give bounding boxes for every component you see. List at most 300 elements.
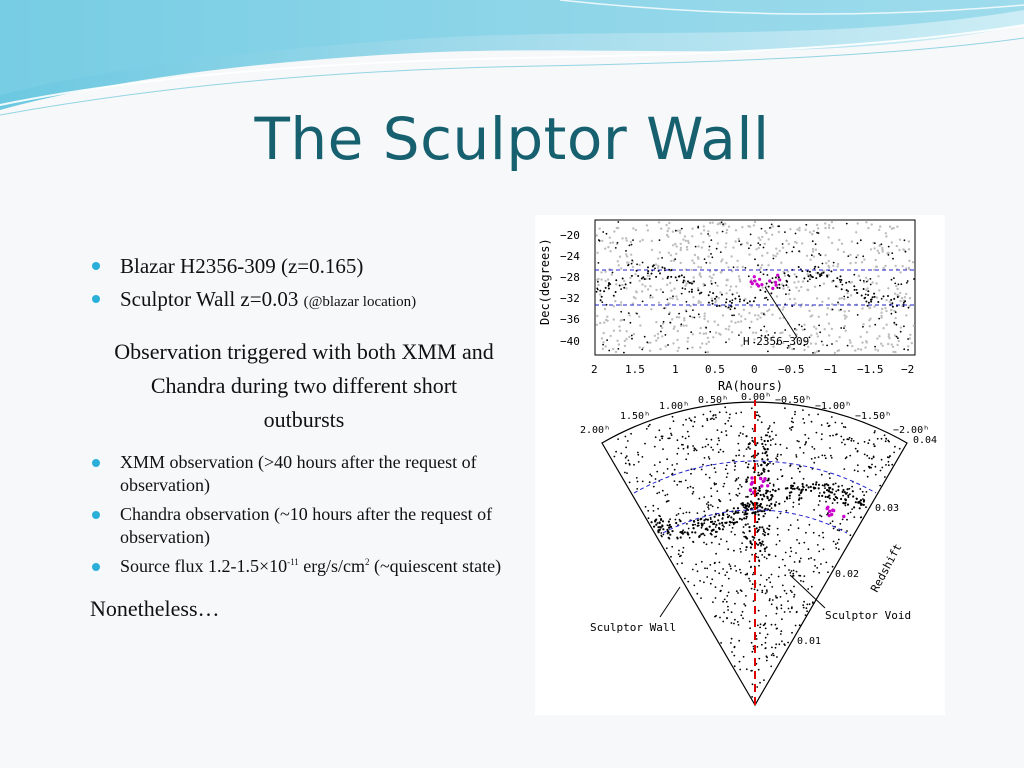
survey-point	[630, 322, 632, 324]
survey-point	[617, 260, 619, 262]
galaxy-point	[648, 517, 650, 519]
galaxy-point	[625, 447, 627, 449]
galaxy-point	[727, 516, 729, 518]
survey-point	[809, 259, 811, 261]
survey-point	[632, 227, 634, 229]
galaxy-point	[655, 519, 657, 521]
galaxy-point	[808, 486, 810, 488]
survey-point	[709, 275, 711, 277]
galaxy-point	[864, 441, 866, 443]
galaxy-point	[745, 435, 747, 437]
galaxy-point	[732, 527, 734, 529]
survey-point	[788, 243, 790, 245]
survey-point	[670, 254, 672, 256]
survey-point	[630, 241, 632, 243]
galaxy-point	[731, 622, 733, 624]
galaxy-point	[751, 588, 753, 590]
survey-point	[856, 292, 858, 294]
galaxy-point	[738, 449, 740, 451]
galaxy-point	[851, 508, 853, 510]
galaxy-point	[714, 484, 716, 486]
galaxy-point	[777, 517, 779, 519]
galaxy-point	[794, 414, 796, 416]
survey-point	[810, 342, 812, 344]
galaxy-point	[711, 521, 713, 523]
survey-point	[759, 289, 761, 291]
survey-point	[700, 327, 702, 329]
survey-point	[777, 225, 779, 227]
survey-point	[786, 252, 788, 254]
galaxy-point	[717, 444, 719, 446]
galaxy-point	[734, 465, 736, 467]
survey-point	[615, 279, 617, 281]
galaxy-point	[715, 471, 717, 473]
survey-point	[691, 259, 693, 261]
galaxy-point	[647, 510, 649, 512]
galaxy-point	[814, 487, 816, 489]
survey-point	[663, 321, 665, 323]
survey-point	[841, 288, 843, 290]
galaxy-point	[776, 608, 778, 610]
galaxy-point	[758, 518, 760, 520]
survey-point	[625, 253, 627, 255]
survey-point	[649, 285, 651, 287]
survey-point	[755, 248, 757, 250]
galaxy-point	[764, 452, 766, 454]
galaxy-point	[694, 531, 696, 533]
survey-point	[687, 337, 689, 339]
survey-point	[865, 221, 867, 223]
survey-point	[893, 322, 895, 324]
galaxy-point	[682, 444, 684, 446]
galaxy-point	[715, 536, 717, 538]
galaxy-point	[765, 508, 767, 510]
galaxy-point	[773, 485, 775, 487]
survey-point	[813, 255, 815, 257]
survey-point	[691, 346, 693, 348]
survey-point	[725, 232, 727, 234]
survey-point	[796, 276, 798, 278]
survey-point	[623, 287, 625, 289]
galaxy-point	[823, 548, 825, 550]
galaxy-point	[761, 421, 763, 423]
survey-point	[779, 332, 781, 334]
survey-point	[662, 291, 664, 293]
galaxy-point	[700, 597, 702, 599]
galaxy-point	[810, 557, 812, 559]
galaxy-point	[751, 437, 753, 439]
survey-point	[608, 285, 610, 287]
survey-point	[875, 259, 877, 261]
galaxy-point	[823, 485, 825, 487]
survey-point	[675, 295, 677, 297]
galaxy-point	[747, 446, 749, 448]
survey-point	[605, 345, 607, 347]
galaxy-point	[790, 487, 792, 489]
survey-point	[814, 266, 816, 268]
survey-point	[712, 303, 714, 305]
survey-point	[657, 333, 659, 335]
galaxy-point	[784, 611, 786, 613]
galaxy-point	[874, 430, 876, 432]
galaxy-point	[720, 590, 722, 592]
survey-point	[601, 240, 603, 242]
galaxy-point	[625, 463, 627, 465]
survey-point	[609, 283, 611, 285]
galaxy-point	[837, 529, 839, 531]
galaxy-point	[778, 488, 780, 490]
survey-point	[686, 311, 688, 313]
galaxy-point	[757, 625, 759, 627]
bullet-sculptor-wall: Sculptor Wall z=0.03 (@blazar location)	[90, 283, 510, 319]
blazar-region-point	[842, 515, 845, 518]
galaxy-point	[766, 546, 768, 548]
galaxy-point	[873, 456, 875, 458]
galaxy-point	[759, 542, 761, 544]
galaxy-point	[785, 510, 787, 512]
survey-point	[658, 221, 660, 223]
galaxy-point	[767, 634, 769, 636]
survey-point	[667, 276, 669, 278]
galaxy-point	[743, 603, 745, 605]
galaxy-point	[657, 508, 659, 510]
galaxy-point	[694, 416, 696, 418]
survey-point	[818, 253, 820, 255]
survey-point	[686, 248, 688, 250]
survey-point	[678, 275, 680, 277]
survey-point	[601, 296, 603, 298]
galaxy-point	[798, 494, 800, 496]
survey-point	[634, 273, 636, 275]
survey-point	[794, 328, 796, 330]
survey-point	[859, 279, 861, 281]
galaxy-point	[784, 574, 786, 576]
survey-point	[885, 310, 887, 312]
survey-point	[708, 341, 710, 343]
galaxy-point	[693, 447, 695, 449]
survey-point	[623, 352, 625, 354]
galaxy-point	[765, 647, 767, 649]
galaxy-point	[793, 482, 795, 484]
galaxy-point	[706, 503, 708, 505]
galaxy-point	[750, 546, 752, 548]
survey-point	[647, 272, 649, 274]
survey-point	[660, 331, 662, 333]
survey-point	[599, 228, 601, 230]
survey-point	[687, 280, 689, 282]
survey-point	[857, 314, 859, 316]
galaxy-point	[702, 533, 704, 535]
galaxy-point	[860, 504, 862, 506]
galaxy-point	[667, 524, 669, 526]
galaxy-point	[764, 534, 766, 536]
galaxy-point	[664, 495, 666, 497]
survey-point	[902, 265, 904, 267]
survey-point	[676, 230, 678, 232]
survey-point	[657, 337, 659, 339]
galaxy-point	[790, 590, 792, 592]
galaxy-point	[715, 553, 717, 555]
survey-point	[782, 247, 784, 249]
galaxy-point	[766, 591, 768, 593]
galaxy-point	[831, 457, 833, 459]
survey-point	[718, 305, 720, 307]
galaxy-point	[630, 433, 632, 435]
galaxy-point	[704, 567, 706, 569]
galaxy-point	[833, 493, 835, 495]
galaxy-point	[826, 483, 828, 485]
galaxy-point	[711, 578, 713, 580]
survey-point	[761, 264, 763, 266]
galaxy-point	[702, 425, 704, 427]
survey-point	[673, 328, 675, 330]
survey-point	[617, 348, 619, 350]
galaxy-point	[760, 623, 762, 625]
survey-point	[809, 271, 811, 273]
galaxy-point	[791, 477, 793, 479]
survey-point	[707, 233, 709, 235]
survey-point	[709, 291, 711, 293]
survey-point	[907, 349, 909, 351]
galaxy-point	[777, 455, 779, 457]
galaxy-point	[805, 489, 807, 491]
galaxy-point	[775, 624, 777, 626]
survey-point	[803, 324, 805, 326]
survey-point	[641, 349, 643, 351]
galaxy-point	[806, 607, 808, 609]
galaxy-point	[757, 492, 759, 494]
survey-point	[668, 252, 670, 254]
galaxy-point	[719, 617, 721, 619]
xtick: 2	[591, 363, 598, 376]
survey-point	[823, 283, 825, 285]
survey-point	[725, 284, 727, 286]
survey-point	[680, 249, 682, 251]
survey-point	[701, 342, 703, 344]
galaxy-point	[775, 595, 777, 597]
galaxy-point	[755, 511, 757, 513]
galaxy-point	[723, 612, 725, 614]
redshift-axis-label: Redshift	[868, 541, 905, 595]
survey-point	[653, 264, 655, 266]
galaxy-point	[741, 518, 743, 520]
galaxy-point	[724, 423, 726, 425]
closing-text: Nonetheless…	[90, 596, 220, 621]
galaxy-point	[742, 611, 744, 613]
galaxy-point	[749, 627, 751, 629]
galaxy-point	[737, 443, 739, 445]
survey-point	[646, 224, 648, 226]
survey-point	[835, 285, 837, 287]
galaxy-point	[742, 511, 744, 513]
galaxy-point	[752, 428, 754, 430]
galaxy-point	[891, 464, 893, 466]
survey-point	[888, 254, 890, 256]
ra-label: 0.50ʰ	[698, 395, 729, 406]
galaxy-point	[879, 485, 881, 487]
survey-point	[815, 243, 817, 245]
galaxy-point	[637, 454, 639, 456]
galaxy-point	[678, 448, 680, 450]
galaxy-point	[737, 488, 739, 490]
survey-point	[631, 275, 633, 277]
galaxy-point	[727, 514, 729, 516]
survey-point	[772, 277, 774, 279]
galaxy-point	[803, 452, 805, 454]
survey-point	[672, 342, 674, 344]
survey-point	[650, 295, 652, 297]
survey-point	[644, 278, 646, 280]
galaxy-point	[719, 528, 721, 530]
galaxy-point	[822, 484, 824, 486]
galaxy-point	[715, 524, 717, 526]
galaxy-point	[850, 534, 852, 536]
galaxy-point	[703, 496, 705, 498]
galaxy-point	[715, 586, 717, 588]
galaxy-point	[636, 488, 638, 490]
survey-point	[659, 348, 661, 350]
survey-point	[661, 266, 663, 268]
slide-title: The Sculptor Wall	[254, 105, 770, 173]
survey-point	[702, 241, 704, 243]
survey-point	[728, 338, 730, 340]
galaxy-point	[681, 562, 683, 564]
galaxy-point	[666, 458, 668, 460]
galaxy-point	[767, 479, 769, 481]
survey-point	[883, 295, 885, 297]
galaxy-point	[687, 431, 689, 433]
galaxy-point	[835, 543, 837, 545]
galaxy-point	[749, 448, 751, 450]
galaxy-point	[718, 543, 720, 545]
galaxy-point	[757, 544, 759, 546]
survey-point	[603, 290, 605, 292]
survey-point	[709, 222, 711, 224]
galaxy-point	[770, 503, 772, 505]
galaxy-point	[770, 439, 772, 441]
galaxy-point	[790, 491, 792, 493]
galaxy-point	[764, 513, 766, 515]
galaxy-point	[828, 495, 830, 497]
survey-point	[650, 308, 652, 310]
blazar-region-point	[766, 484, 769, 487]
galaxy-point	[857, 443, 859, 445]
galaxy-point	[860, 516, 862, 518]
galaxy-point	[793, 596, 795, 598]
survey-point	[698, 313, 700, 315]
galaxy-point	[691, 531, 693, 533]
survey-point	[793, 246, 795, 248]
survey-point	[909, 337, 911, 339]
survey-point	[730, 320, 732, 322]
galaxy-point	[800, 580, 802, 582]
galaxy-point	[770, 666, 772, 668]
survey-point	[665, 224, 667, 226]
galaxy-point	[686, 532, 688, 534]
galaxy-point	[752, 583, 754, 585]
survey-point	[772, 254, 774, 256]
survey-point	[661, 257, 663, 259]
galaxy-point	[669, 428, 671, 430]
survey-point	[716, 305, 718, 307]
galaxy-point	[701, 527, 703, 529]
survey-point	[750, 234, 752, 236]
survey-point	[834, 352, 836, 354]
galaxy-point	[709, 458, 711, 460]
galaxy-point	[680, 481, 682, 483]
galaxy-point	[704, 534, 706, 536]
galaxy-point	[669, 518, 671, 520]
galaxy-point	[676, 514, 678, 516]
survey-point	[638, 264, 640, 266]
galaxy-point	[649, 474, 651, 476]
survey-point	[853, 274, 855, 276]
galaxy-point	[636, 477, 638, 479]
galaxy-point	[653, 526, 655, 528]
galaxy-point	[758, 474, 760, 476]
galaxy-point	[748, 578, 750, 580]
ra-label: −0.50ʰ	[775, 395, 812, 406]
galaxy-point	[761, 526, 763, 528]
galaxy-point	[674, 469, 676, 471]
survey-point	[768, 309, 770, 311]
blazar-location-note: (@blazar location)	[303, 294, 417, 310]
galaxy-point	[833, 528, 835, 530]
galaxy-point	[737, 621, 739, 623]
survey-point	[727, 328, 729, 330]
galaxy-point	[744, 504, 746, 506]
galaxy-point	[766, 579, 768, 581]
galaxy-point	[658, 515, 660, 517]
survey-point	[857, 222, 859, 224]
galaxy-point	[746, 513, 748, 515]
survey-point	[615, 283, 617, 285]
galaxy-point	[776, 656, 778, 658]
survey-point	[676, 298, 678, 300]
galaxy-point	[757, 646, 759, 648]
galaxy-point	[748, 463, 750, 465]
survey-point	[712, 222, 714, 224]
survey-point	[734, 298, 736, 300]
survey-point	[912, 261, 914, 263]
survey-point	[828, 334, 830, 336]
survey-point	[635, 229, 637, 231]
galaxy-point	[751, 651, 753, 653]
survey-point	[691, 316, 693, 318]
survey-point	[658, 302, 660, 304]
galaxy-point	[829, 491, 831, 493]
galaxy-point	[798, 527, 800, 529]
galaxy-point	[776, 544, 778, 546]
galaxy-point	[681, 531, 683, 533]
galaxy-point	[738, 435, 740, 437]
survey-point	[705, 262, 707, 264]
galaxy-point	[842, 491, 844, 493]
survey-point	[642, 239, 644, 241]
survey-point	[757, 314, 759, 316]
galaxy-point	[822, 537, 824, 539]
galaxy-point	[676, 484, 678, 486]
galaxy-point	[737, 592, 739, 594]
galaxy-point	[766, 496, 768, 498]
galaxy-point	[733, 623, 735, 625]
survey-point	[716, 232, 718, 234]
survey-point	[683, 276, 685, 278]
survey-point	[598, 239, 600, 241]
galaxy-point	[743, 526, 745, 528]
galaxy-point	[765, 490, 767, 492]
galaxy-point	[788, 529, 790, 531]
